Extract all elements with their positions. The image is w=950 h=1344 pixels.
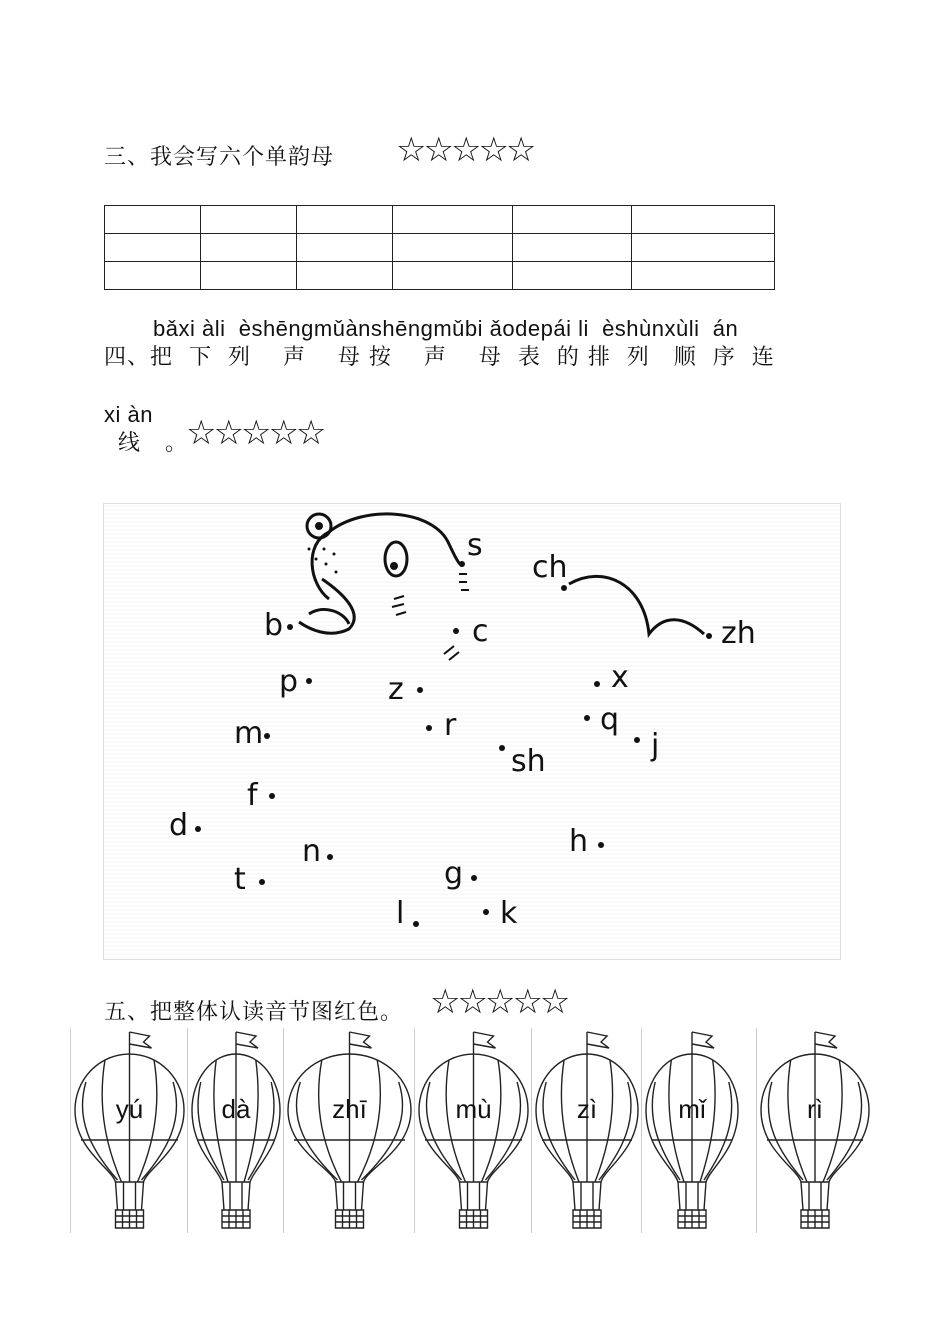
grid-cell[interactable]: [513, 234, 632, 262]
letter-c: c: [472, 614, 489, 649]
balloon-4[interactable]: [414, 1028, 532, 1233]
grid-cell[interactable]: [393, 234, 513, 262]
grid-cell[interactable]: [632, 262, 775, 290]
balloon-syllable: yú: [115, 1094, 144, 1124]
balloon-drawing: [532, 1028, 642, 1233]
letter-h: h: [569, 824, 589, 859]
balloon-1[interactable]: [70, 1028, 188, 1233]
grid-cell[interactable]: [513, 206, 632, 234]
letter-p: p: [279, 664, 299, 699]
grid-cell[interactable]: [632, 234, 775, 262]
grid-cell[interactable]: [393, 262, 513, 290]
letter-r: r: [444, 708, 457, 743]
grid-cell[interactable]: [105, 206, 201, 234]
grid-cell[interactable]: [201, 262, 297, 290]
letter-d: d: [169, 808, 189, 843]
balloon-syllable: zì: [576, 1094, 598, 1124]
letter-s: s: [467, 528, 483, 563]
connect-dots-picture: [103, 503, 841, 960]
letter-n: n: [302, 834, 322, 869]
grid-cell[interactable]: [201, 234, 297, 262]
section4-stars-rating: ☆☆☆☆☆: [186, 413, 324, 453]
letter-j: j: [651, 728, 660, 763]
balloon-drawing: [284, 1028, 415, 1233]
letter-sh: sh: [511, 744, 546, 779]
grid-cell[interactable]: [105, 234, 201, 262]
letter-z: z: [388, 672, 404, 707]
mole-head-outline: [329, 514, 462, 566]
section4-title-line1: 四、把 下 列 声 母 按 声 母 表 的 排 列 顺 序 连: [104, 345, 775, 370]
letter-zh: zh: [721, 616, 756, 651]
balloon-syllable: dà: [221, 1094, 251, 1124]
grid-cell[interactable]: [105, 262, 201, 290]
balloon-drawing: [642, 1028, 742, 1233]
section3-stars-rating: ☆☆☆☆☆: [396, 130, 534, 170]
balloon-syllable: mù: [455, 1094, 492, 1124]
grid-row: [105, 234, 775, 262]
balloon-syllable: rì: [807, 1094, 823, 1124]
letter-l: l: [396, 896, 405, 931]
letter-ch: ch: [532, 550, 568, 585]
balloon-2[interactable]: [187, 1028, 284, 1233]
letter-m: m: [234, 716, 264, 751]
writing-grid: [104, 205, 775, 290]
balloon-syllable: mǐ: [678, 1094, 706, 1124]
balloon-row: [70, 1028, 872, 1233]
mole-drawing: [104, 504, 840, 959]
section4-title-line2: 线 。: [118, 431, 188, 456]
balloon-drawing: [188, 1028, 284, 1233]
grid-row: [105, 206, 775, 234]
letter-f: f: [247, 778, 258, 813]
balloon-5[interactable]: [531, 1028, 642, 1233]
letter-g: g: [444, 856, 464, 891]
balloon-drawing: [757, 1028, 873, 1233]
grid-cell[interactable]: [297, 234, 393, 262]
section5-stars-rating: ☆☆☆☆☆: [430, 982, 568, 1022]
balloon-6[interactable]: [641, 1028, 742, 1233]
grid-row: [105, 262, 775, 290]
grid-cell[interactable]: [201, 206, 297, 234]
section4-pinyin-line2: xi àn: [104, 402, 153, 427]
grid-cell[interactable]: [297, 262, 393, 290]
letter-k: k: [500, 896, 518, 931]
grid-cell[interactable]: [513, 262, 632, 290]
grid-cell[interactable]: [632, 206, 775, 234]
tail-curve: [569, 576, 704, 634]
grid-cell[interactable]: [393, 206, 513, 234]
balloon-3[interactable]: [283, 1028, 415, 1233]
balloon-7[interactable]: [756, 1028, 873, 1233]
letter-b: b: [264, 608, 284, 643]
letter-q: q: [600, 702, 620, 737]
section5-title: 五、把整体认读音节图红色。: [104, 1000, 404, 1025]
letter-t: t: [234, 862, 246, 897]
grid-cell[interactable]: [297, 206, 393, 234]
balloon-syllable: zhī: [332, 1094, 367, 1124]
section4-pinyin-line1: bǎxi àli èshēngmǔànshēngmǔbi ǎodepái li èshùnxùli án: [153, 316, 739, 341]
balloon-drawing: [415, 1028, 532, 1233]
balloon-drawing: [71, 1028, 188, 1233]
section3-title: 三、我会写六个单韵母: [104, 145, 335, 170]
letter-x: x: [611, 660, 629, 695]
